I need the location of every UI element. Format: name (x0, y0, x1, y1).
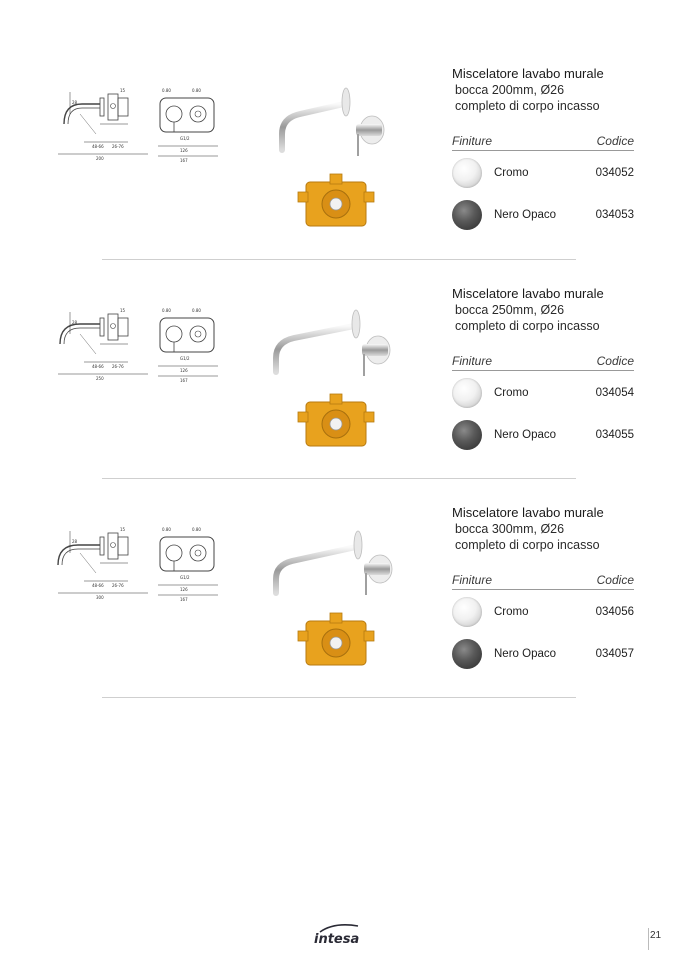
dim-h: 15 (120, 308, 126, 313)
product-code: 034057 (595, 648, 634, 660)
finish-column-label: Finiture (452, 134, 493, 148)
faucet-image (272, 76, 398, 162)
product-code: 034056 (595, 606, 634, 618)
page-number: 21 (650, 930, 662, 941)
product-spout-spec: bocca 300mm, Ø26 (455, 522, 565, 536)
finish-table-header (452, 134, 634, 151)
dim-length: 250 (96, 376, 104, 381)
product-spout-spec: bocca 250mm, Ø26 (455, 303, 565, 317)
dim-g: 28 (72, 539, 78, 544)
product-code: 034054 (595, 387, 634, 399)
side-view-drawing (56, 84, 150, 164)
matte-black-swatch (452, 420, 482, 450)
product-body-spec: completo di corpo incasso (455, 538, 600, 552)
front-view-drawing (156, 523, 220, 603)
product-title: Miscelatore lavabo murale (452, 66, 604, 81)
front-view-drawing (156, 304, 220, 384)
dim-b: 48-66 (92, 144, 104, 149)
dim-f: G1/2 (180, 356, 190, 361)
dim-i-left: 0.80 (162, 308, 171, 313)
product-body-spec: completo di corpo incasso (455, 319, 600, 333)
dim-e: 126 (180, 368, 188, 373)
dim-i-left: 0.80 (162, 88, 171, 93)
brand-logo (314, 922, 364, 952)
finish-row (452, 592, 634, 632)
matte-black-swatch (452, 639, 482, 669)
page-number-divider (648, 928, 649, 950)
dim-f: G1/2 (180, 136, 190, 141)
dim-c: 26-76 (112, 364, 124, 369)
product-code: 034055 (595, 429, 634, 441)
product-section-2 (0, 280, 678, 500)
finish-name: Nero Opaco (494, 429, 557, 441)
product-section-3 (0, 499, 678, 719)
section-divider (102, 259, 576, 260)
dim-i-right: 0.80 (192, 527, 201, 532)
product-section-1 (0, 60, 678, 280)
product-info (452, 60, 642, 235)
finish-name: Nero Opaco (494, 209, 557, 221)
finish-table-header (452, 573, 634, 590)
product-code: 034052 (595, 167, 634, 179)
section-divider (102, 697, 576, 698)
dim-b: 48-66 (92, 583, 104, 588)
product-body-spec: completo di corpo incasso (455, 99, 600, 113)
dim-d: 167 (180, 597, 188, 602)
dim-h: 15 (120, 88, 126, 93)
product-title: Miscelatore lavabo murale (452, 505, 604, 520)
chrome-swatch (452, 158, 482, 188)
front-view-drawing (156, 84, 220, 164)
dim-f: G1/2 (180, 575, 190, 580)
finish-name: Nero Opaco (494, 648, 557, 660)
faucet-image (272, 296, 398, 382)
dim-i-left: 0.80 (162, 527, 171, 532)
dim-g: 28 (72, 100, 78, 105)
dim-c: 26-76 (112, 583, 124, 588)
product-info (452, 280, 642, 455)
concealed-body-image (296, 611, 380, 677)
dim-length: 300 (96, 595, 104, 600)
chrome-swatch (452, 597, 482, 627)
product-code: 034053 (595, 209, 634, 221)
side-view-drawing (56, 523, 150, 603)
dim-e: 126 (180, 587, 188, 592)
dim-b: 48-66 (92, 364, 104, 369)
concealed-body-image (296, 172, 380, 238)
dim-i-right: 0.80 (192, 88, 201, 93)
finish-name: Cromo (494, 387, 529, 399)
finish-name: Cromo (494, 167, 529, 179)
dim-d: 167 (180, 378, 188, 383)
finish-row (452, 153, 634, 193)
code-column-label: Codice (596, 354, 634, 368)
dim-e: 126 (180, 148, 188, 153)
finish-name: Cromo (494, 606, 529, 618)
finish-column-label: Finiture (452, 573, 493, 587)
chrome-swatch (452, 378, 482, 408)
dim-g: 28 (72, 320, 78, 325)
dim-length: 200 (96, 156, 104, 161)
dim-d: 167 (180, 158, 188, 163)
finish-row (452, 195, 634, 235)
code-column-label: Codice (596, 573, 634, 587)
product-spout-spec: bocca 200mm, Ø26 (455, 83, 565, 97)
product-info (452, 499, 642, 674)
faucet-image (272, 515, 398, 601)
dim-i-right: 0.80 (192, 308, 201, 313)
side-view-drawing (56, 304, 150, 384)
product-title: Miscelatore lavabo murale (452, 286, 604, 301)
finish-row (452, 634, 634, 674)
code-column-label: Codice (596, 134, 634, 148)
finish-table-header (452, 354, 634, 371)
dim-h: 15 (120, 527, 126, 532)
brand-name: intesa (314, 932, 360, 947)
section-divider (102, 478, 576, 479)
finish-row (452, 415, 634, 455)
finish-column-label: Finiture (452, 354, 493, 368)
concealed-body-image (296, 392, 380, 458)
dim-c: 26-76 (112, 144, 124, 149)
finish-row (452, 373, 634, 413)
matte-black-swatch (452, 200, 482, 230)
